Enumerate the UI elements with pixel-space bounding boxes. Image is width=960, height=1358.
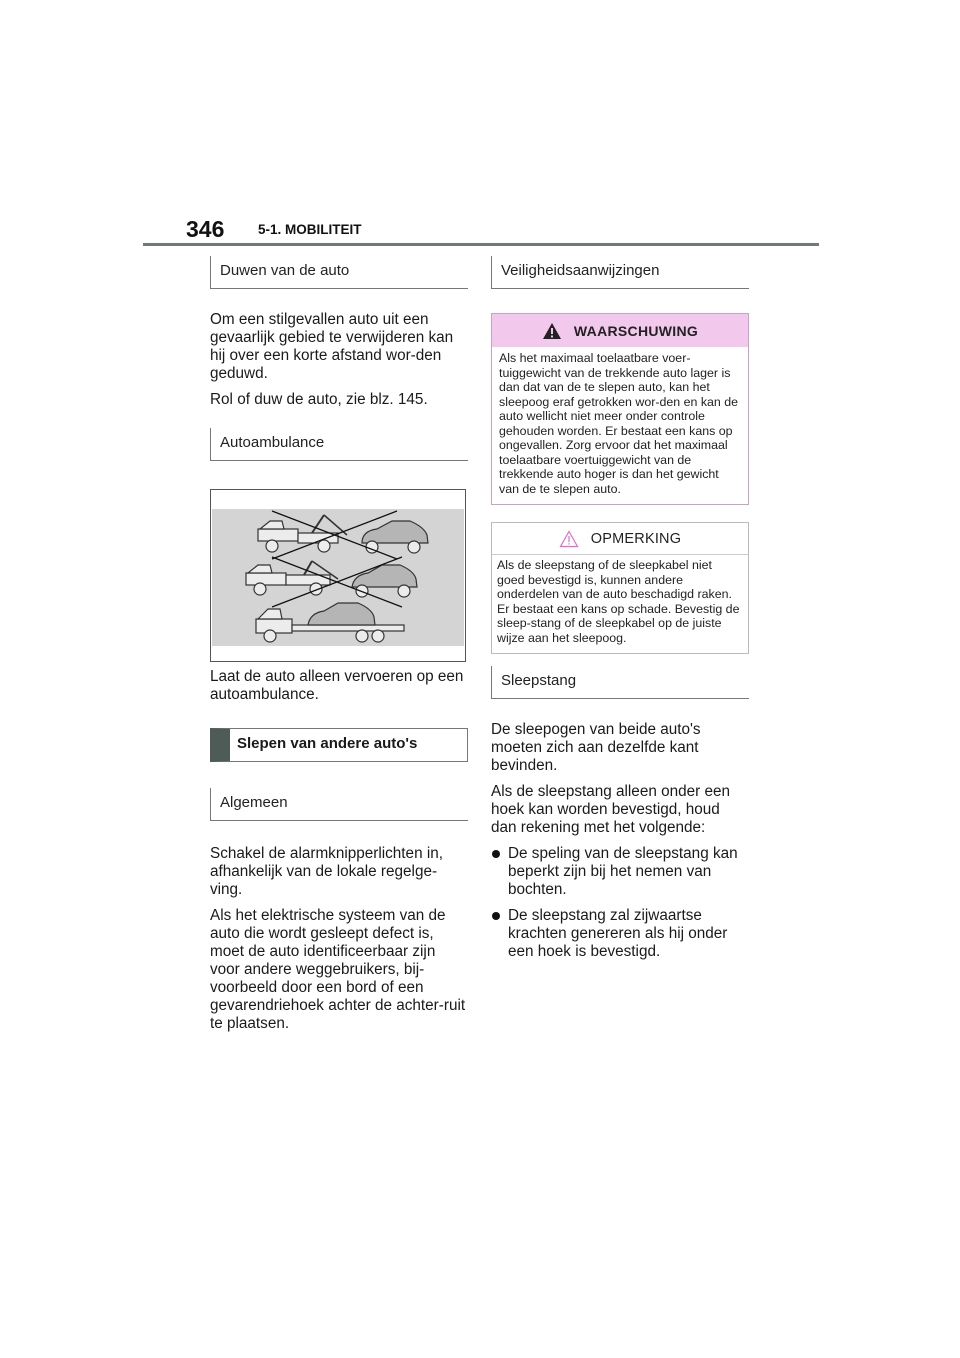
warning-title: WAARSCHUWING <box>573 322 699 339</box>
note-text: Als de sleepstang of de sleepkabel niet goed bevestigd is, kunnen andere onderdelen van de auto beschadigd raken. Er bestaat een kans op schade. Bevestig de sleep-stang of de sleepkabel op de juiste wijze aan het sleepoog. <box>497 558 740 645</box>
para-sleepstang-2: Als de sleepstang alleen onder een hoek kan worden bevestigd, houd dan rekening met het volgende: <box>491 783 730 836</box>
bullet-list <box>491 845 749 961</box>
para-sleepstang-1: De sleepogen van beide auto's moeten zich aan dezelfde kant bevinden. <box>491 721 701 774</box>
list-item <box>491 845 749 899</box>
para-slepen-1: Schakel de alarmknipperlichten in, afhankelijk van de lokale regelge-ving. <box>210 845 443 898</box>
note-box <box>491 522 749 654</box>
note-header <box>492 523 748 555</box>
page-number: 346 <box>186 216 225 242</box>
para-duwen-1: Om een stilgevallen auto uit een gevaarlijk gebied te verwijderen kan hij over een korte afstand wor-den geduwd. <box>210 311 454 382</box>
bullet-text: De sleepstang zal zijwaartse krachten genereren als hij onder een hoek is bevestigd. <box>508 907 728 960</box>
para-slepen-2: Als het elektrische systeem van de auto die wordt gesleept defect is, moet de auto identificeerbaar zijn voor andere weggebruikers, bij-voorbeeld door een bord of een gevarendriehoek achter de achter-ruit te plaatsen. <box>210 907 466 1032</box>
header-rule <box>143 243 819 246</box>
note-title: OPMERKING <box>590 530 682 547</box>
bullet-icon <box>492 850 500 858</box>
tow-illustration <box>210 489 466 662</box>
right-column <box>491 256 749 961</box>
caution-outline-triangle-icon <box>559 530 579 548</box>
list-item <box>491 907 749 961</box>
chapter-title: 5-1. MOBILITEIT <box>258 222 362 237</box>
heading-duwen: Duwen van de auto <box>210 256 468 289</box>
bullet-icon <box>492 912 500 920</box>
section-heading-slepen: Slepen van andere auto's <box>210 728 468 762</box>
warning-box <box>491 313 749 505</box>
tow-truck-illustration <box>212 509 464 646</box>
warning-header <box>492 314 748 347</box>
warning-triangle-icon <box>542 322 562 340</box>
heading-autoambulance: Autoambulance <box>210 428 468 461</box>
para-autoambulance: Laat de auto alleen vervoeren op een autoambulance. <box>210 668 464 703</box>
heading-veiligheid: Veiligheidsaanwijzingen <box>491 256 749 289</box>
heading-sleepstang: Sleepstang <box>491 666 749 699</box>
para-duwen-2: Rol of duw de auto, zie blz. 145. <box>210 391 428 408</box>
heading-algemeen: Algemeen <box>210 788 468 821</box>
warning-text: Als het maximaal toelaatbare voer-tuiggewicht van de trekkende auto lager is dan dat van de te slepen auto, kan het sleepoog eraf getrokken wor-den en kan de auto wellicht niet meer onder controle gehouden worden. Er bestaat een kans op ongevallen. Zorg ervoor dat het maximaal toelaatbare voertuiggewicht van de trekkende auto hoger is dan het gewicht van de te slepen auto. <box>499 351 739 496</box>
left-column <box>210 256 468 1033</box>
bullet-text: De speling van de sleepstang kan beperkt zijn bij het nemen van bochten. <box>508 845 738 898</box>
